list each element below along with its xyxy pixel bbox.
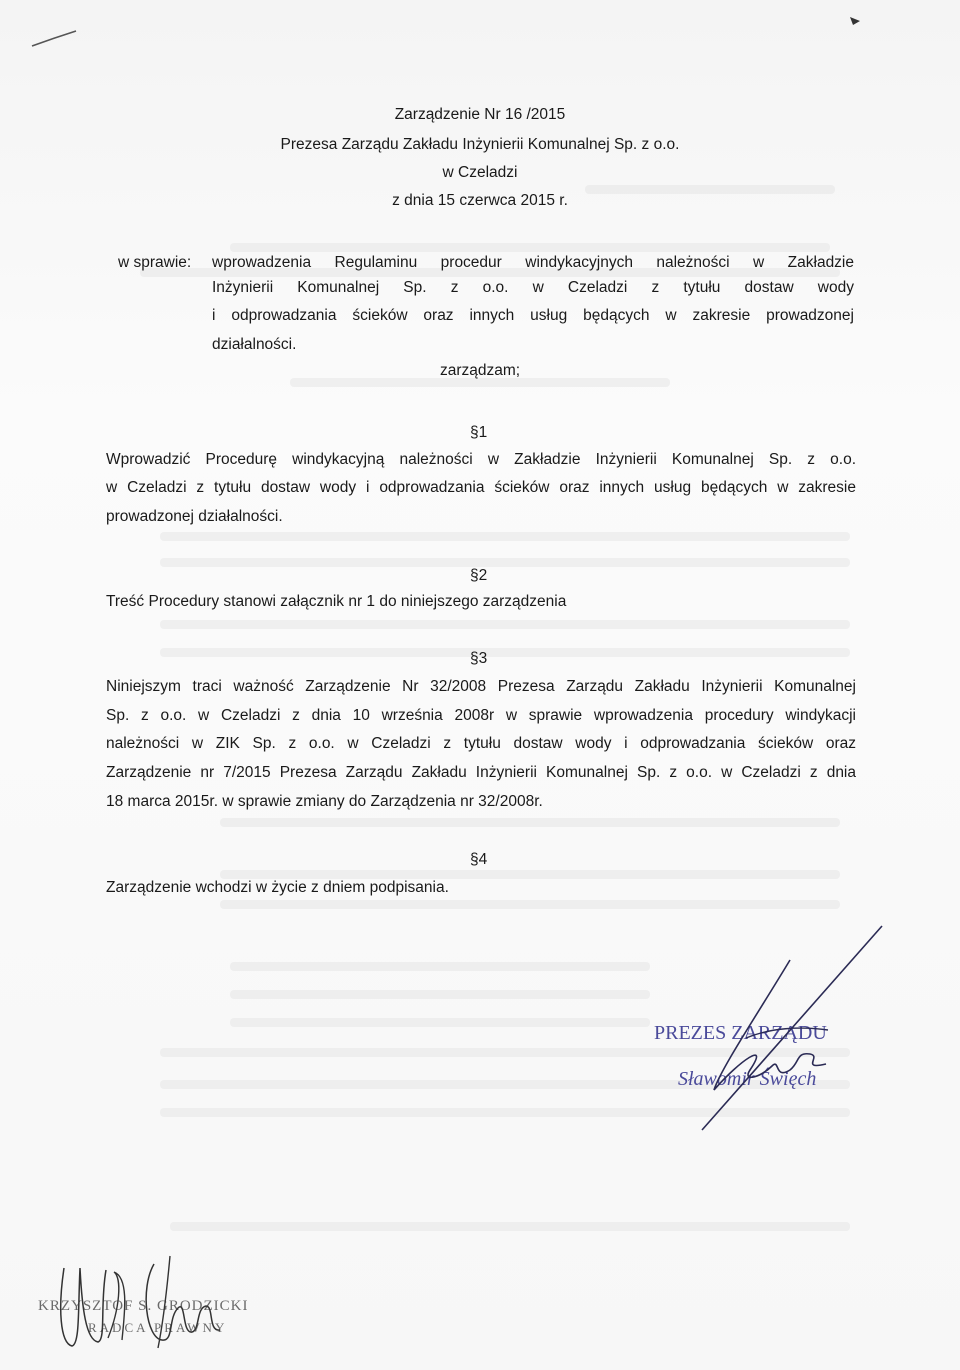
section-3-line-1: Niniejszym traci ważność Zarządzenie Nr 32/2008 Prezesa Zarządu Zakładu Inżynierii Komunalnej [106,678,856,695]
subject-label: w sprawie: [118,254,192,271]
section-2-line-1: Treść Procedury stanowi załącznik nr 1 do niniejszego zarządzenia [106,593,567,610]
scan-mark-top-right [848,14,864,28]
section-1-line-2: w Czeladzi z tytułu dostaw wody i odprowadzania ścieków oraz innych usług będących w zakresie [106,479,856,496]
issuer-line: Prezesa Zarządu Zakładu Inżynierii Komunalnej Sp. z o.o. [280,136,680,153]
document-date: z dnia 15 czerwca 2015 r. [392,192,568,209]
section-3-heading: §3 [470,650,488,667]
section-3-line-3: należności w ZIK Sp. z o.o. w Czeladzi z tytułu dostaw wody i odprowadzania ścieków oraz [106,735,856,752]
section-3-line-4: Zarządzenie nr 7/2015 Prezesa Zarządu Zakładu Inżynierii Komunalnej Sp. z o.o. w Czeladzi z dnia [106,764,856,781]
stamp-president-name: Sławomir Święch [678,1068,817,1090]
decree-word: zarządzam; [440,362,521,379]
section-4-heading: §4 [470,851,488,868]
president-signature [650,920,890,1140]
subject-line-2: Inżynierii Komunalnej Sp. z o.o. w Czeladzi z tytułu dostaw wody [212,279,854,296]
issuer-location: w Czeladzi [442,164,518,181]
section-3-line-2: Sp. z o.o. w Czeladzi z dnia 10 września 2008r w sprawie wprowadzenia procedury windykacji [106,707,856,724]
section-4-line-1: Zarządzenie wchodzi w życie z dniem podpisania. [106,879,449,896]
document-title: Zarządzenie Nr 16 /2015 [394,106,566,123]
subject-line-4: działalności. [212,336,297,353]
section-3-line-5: 18 marca 2015r. w sprawie zmiany do Zarządzenia nr 32/2008r. [106,793,543,810]
stamp-legal-name: KRZYSZTOF S. GRODZICKI [38,1298,249,1314]
section-1-heading: §1 [470,424,488,441]
section-1-line-1: Wprowadzić Procedurę windykacyjną należności w Zakładzie Inżynierii Komunalnej Sp. z o.o. [106,451,856,468]
section-1-line-3: prowadzonej działalności. [106,508,283,525]
legal-counsel-signature [50,1248,240,1358]
subject-line-1: wprowadzenia Regulaminu procedur windykacyjnych należności w Zakładzie [212,254,854,271]
scan-mark-top-left [30,28,80,50]
subject-line-3: i odprowadzania ścieków oraz innych usług będących w zakresie prowadzonej [212,307,854,324]
stamp-president-title: PREZES ZARZĄDU [654,1022,827,1044]
section-2-heading: §2 [470,567,488,584]
stamp-legal-title: RADCA PRAWNY [88,1320,228,1335]
